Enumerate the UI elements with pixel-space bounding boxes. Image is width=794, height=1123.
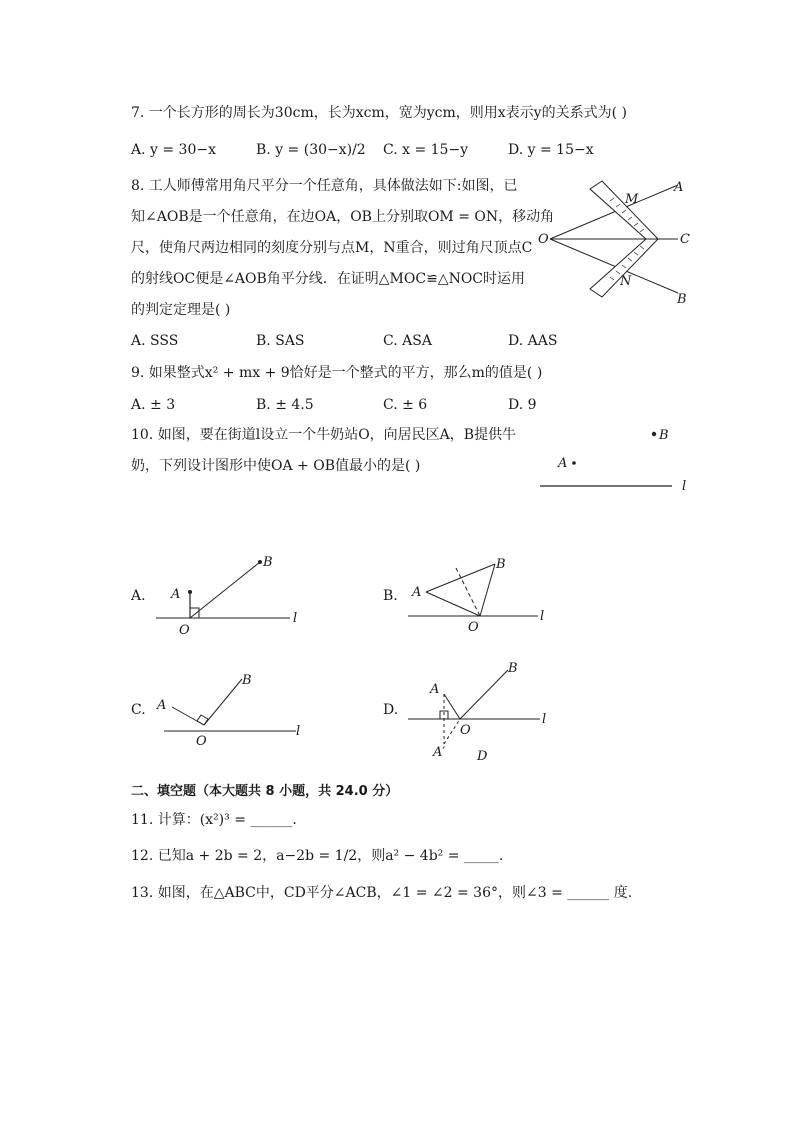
- q7-stem: 7. 一个长方形的周长为30cm，长为xcm，宽为ycm，则用x表示y的关系式为( ): [131, 105, 627, 121]
- label-a: A: [430, 682, 440, 697]
- label-l: l: [682, 479, 687, 494]
- label-b: B: [263, 555, 273, 570]
- label-m: M: [625, 192, 639, 207]
- q8-line-1: 8. 工人师傅常用角尺平分一个任意角，具体做法如下:如图，已: [131, 178, 518, 194]
- q9-option-a: A. ± 3: [131, 397, 176, 413]
- q8-line-4: 的射线OC便是∠AOB角平分线．在证明△MOC≌△NOC时运用: [131, 271, 526, 287]
- label-o: O: [460, 723, 471, 738]
- q10-option-b-letter: B.: [383, 588, 398, 604]
- q13-stem: 13. 如图，在△ABC中，CD平分∠ACB，∠1 = ∠2 = 36°，则∠3 = ______ 度.: [131, 885, 633, 901]
- label-a-prime: A′: [433, 745, 446, 760]
- q12-stem: 12. 已知a + 2b = 2，a−2b = 1/2，则a² − 4b² = _____.: [131, 848, 504, 864]
- q8-option-b: B. SAS: [256, 333, 305, 349]
- label-l: l: [296, 724, 301, 739]
- q9-stem: 9. 如果整式x² + mx + 9恰好是一个整式的平方，那么m的值是( ): [131, 365, 543, 381]
- label-l: l: [540, 609, 545, 624]
- square-upper-arm: [590, 181, 658, 239]
- q10-line-2: 奶，下列设计图形中使OA + OB值最小的是( ): [131, 458, 421, 474]
- q7-option-b: B. y = (30−x)/2: [256, 142, 366, 158]
- point-a: [572, 461, 576, 465]
- label-b: B: [677, 292, 687, 307]
- q8-line-3: 尺，使角尺两边相同的刻度分别与点M，N重合，则过角尺顶点C: [131, 240, 533, 256]
- q9-option-d: D. 9: [508, 397, 537, 413]
- label-a: A: [674, 180, 684, 195]
- q10-option-b-figure: [400, 550, 560, 640]
- q9-option-c: C. ± 6: [383, 397, 428, 413]
- label-a: A: [412, 585, 422, 600]
- label-o: O: [468, 620, 479, 635]
- q8-option-c: C. ASA: [383, 333, 432, 349]
- label-o: O: [196, 734, 207, 749]
- label-l: l: [293, 611, 298, 626]
- q10-option-c-letter: C.: [131, 702, 146, 718]
- q11-stem: 11. 计算：(x²)³ = ______.: [131, 812, 297, 828]
- q8-option-d: D. AAS: [508, 333, 558, 349]
- section-title: 二、填空题（本大题共 8 小题，共 24.0 分）: [131, 784, 399, 799]
- label-b: B: [242, 673, 252, 688]
- q10-line-1: 10. 如图，要在街道l设立一个牛奶站O，向居民区A，B提供牛: [131, 427, 517, 443]
- label-l: l: [542, 712, 547, 727]
- label-a: A: [171, 587, 181, 602]
- label-b: B: [659, 428, 669, 443]
- q10-option-d-letter: D.: [383, 702, 399, 718]
- q10-option-a-figure: [150, 550, 310, 640]
- q8-line-2: 知∠AOB是一个任意角，在边OA，OB上分别取OM = ON，移动角: [131, 209, 555, 225]
- q10-option-d-figure: [400, 658, 560, 768]
- label-a: A: [157, 698, 167, 713]
- q7-option-a: A. y = 30−x: [131, 142, 216, 158]
- label-a: A: [558, 456, 568, 471]
- q10-option-a-letter: A.: [131, 588, 146, 604]
- label-o: O: [179, 623, 190, 638]
- q10-main-figure: [535, 420, 700, 495]
- q8-option-a: A. SSS: [131, 333, 179, 349]
- label-o: O: [538, 232, 549, 247]
- label-n: N: [620, 274, 632, 289]
- label-d: D: [477, 749, 488, 764]
- point-b: [652, 432, 656, 436]
- label-b: B: [496, 557, 506, 572]
- q10-option-c-figure: [150, 665, 310, 755]
- label-c: C: [680, 232, 690, 247]
- q7-option-d: D. y = 15−x: [508, 142, 594, 158]
- q7-option-c: C. x = 15−y: [383, 142, 469, 158]
- q8-line-5: 的判定定理是( ): [131, 302, 231, 318]
- label-b: B: [508, 661, 518, 676]
- q9-option-b: B. ± 4.5: [256, 397, 314, 413]
- q8-figure: [530, 175, 700, 310]
